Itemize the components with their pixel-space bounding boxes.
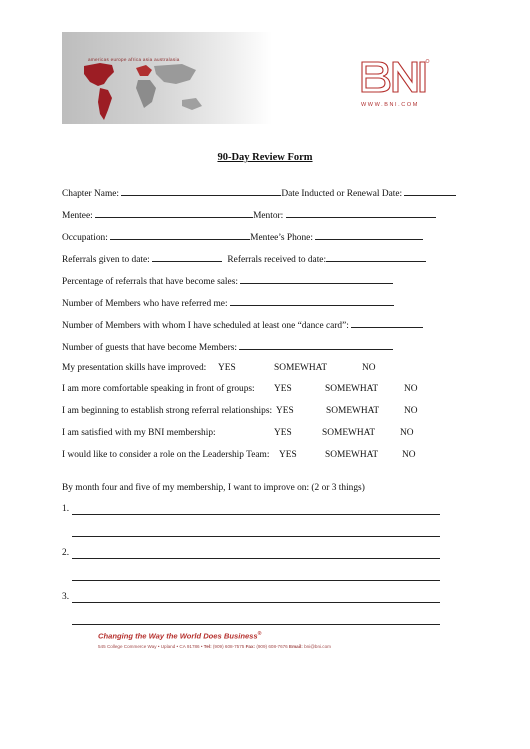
somewhat-option[interactable]: SOMEWHAT: [326, 406, 380, 416]
website-url: WWW.BNI.COM: [361, 102, 419, 108]
somewhat-option[interactable]: SOMEWHAT: [325, 384, 379, 394]
improve-number: 2.: [62, 548, 70, 558]
referrals-given-label: Referrals given to date:: [62, 255, 150, 265]
mentee-phone-field[interactable]: [315, 231, 423, 240]
footer-contact: [98, 644, 331, 649]
form-title: 90-Day Review Form: [217, 152, 313, 163]
bni-logo: [360, 56, 430, 96]
mentee-row: [62, 209, 436, 221]
yes-option[interactable]: YES: [218, 363, 236, 373]
improve-line[interactable]: [72, 624, 440, 625]
somewhat-option[interactable]: SOMEWHAT: [274, 363, 328, 373]
members-scheduled-row: [62, 319, 423, 331]
world-map-icon: [78, 62, 228, 124]
tel-value: (909) 608-7575: [212, 644, 245, 649]
footer-tagline: [98, 631, 261, 641]
improve-prompt: By month four and five of my membership, I want to improve on: (2 or 3 things): [62, 483, 365, 493]
question-text: I would like to consider a role on the Leadership Team:: [62, 450, 270, 460]
mentee-label: Mentee:: [62, 211, 93, 221]
no-option[interactable]: NO: [404, 384, 418, 394]
no-option[interactable]: NO: [402, 450, 416, 460]
footer-address: 545 College Commerce Way • Upland • CA 91786 •: [98, 644, 203, 649]
improve-line[interactable]: [72, 514, 440, 515]
percent-referrals-field[interactable]: [240, 275, 393, 284]
referrals-given-field[interactable]: [152, 253, 222, 262]
date-inducted-field[interactable]: [404, 187, 456, 196]
chapter-name-field[interactable]: [121, 187, 281, 196]
guests-label: Number of guests that have become Members:: [62, 343, 237, 353]
guests-field[interactable]: [239, 341, 393, 350]
occupation-field[interactable]: [110, 231, 250, 240]
no-option[interactable]: NO: [400, 428, 414, 438]
improve-line[interactable]: [72, 602, 440, 603]
improve-line[interactable]: [72, 558, 440, 559]
registered-mark: ®: [257, 631, 262, 637]
chapter-name-label: Chapter Name:: [62, 189, 120, 199]
no-option[interactable]: NO: [362, 363, 376, 373]
somewhat-option[interactable]: SOMEWHAT: [322, 428, 376, 438]
fax-label: Fax:: [245, 644, 256, 649]
mentee-phone-label: Mentee’s Phone:: [250, 233, 313, 243]
members-referred-row: [62, 297, 394, 309]
improve-line[interactable]: [72, 580, 440, 581]
members-scheduled-field[interactable]: [351, 319, 423, 328]
mentor-field[interactable]: [286, 209, 436, 218]
referrals-received-field[interactable]: [326, 253, 426, 262]
members-referred-field[interactable]: [230, 297, 394, 306]
regions-list: americas europe africa asia australasia: [88, 57, 180, 62]
improve-number: 1.: [62, 504, 70, 514]
yes-option[interactable]: YES: [279, 450, 297, 460]
question-text: My presentation skills have improved:: [62, 363, 207, 373]
percent-referrals-label: Percentage of referrals that have become sales:: [62, 277, 238, 287]
yes-option[interactable]: YES: [274, 428, 292, 438]
occupation-label: Occupation:: [62, 233, 108, 243]
email-value: bni@bni.com: [304, 644, 331, 649]
improve-line[interactable]: [72, 536, 440, 537]
mentor-label: Mentor:: [253, 211, 284, 221]
referrals-row: [62, 253, 426, 265]
somewhat-option[interactable]: SOMEWHAT: [325, 450, 379, 460]
guests-row: [62, 341, 393, 353]
mentee-field[interactable]: [95, 209, 253, 218]
occupation-row: [62, 231, 423, 243]
yes-option[interactable]: YES: [276, 406, 294, 416]
members-referred-label: Number of Members who have referred me:: [62, 299, 228, 309]
chapter-row: [62, 187, 456, 199]
date-inducted-label: Date Inducted or Renewal Date:: [281, 189, 403, 199]
email-label: Email:: [289, 644, 303, 649]
percent-row: [62, 275, 393, 287]
question-text: I am more comfortable speaking in front of groups:: [62, 384, 255, 394]
referrals-received-label: Referrals received to date:: [227, 255, 327, 265]
no-option[interactable]: NO: [404, 406, 418, 416]
footer-tagline-text: Changing the Way the World Does Business: [98, 631, 258, 641]
tel-label: Tel:: [203, 644, 212, 649]
improve-number: 3.: [62, 592, 70, 602]
question-text: I am beginning to establish strong referral relationships:: [62, 406, 273, 416]
question-text: I am satisfied with my BNI membership:: [62, 428, 216, 438]
yes-option[interactable]: YES: [274, 384, 292, 394]
fax-value: (909) 608-7676: [256, 644, 288, 649]
members-scheduled-label: Number of Members with whom I have scheduled at least one “dance card”:: [62, 321, 349, 331]
